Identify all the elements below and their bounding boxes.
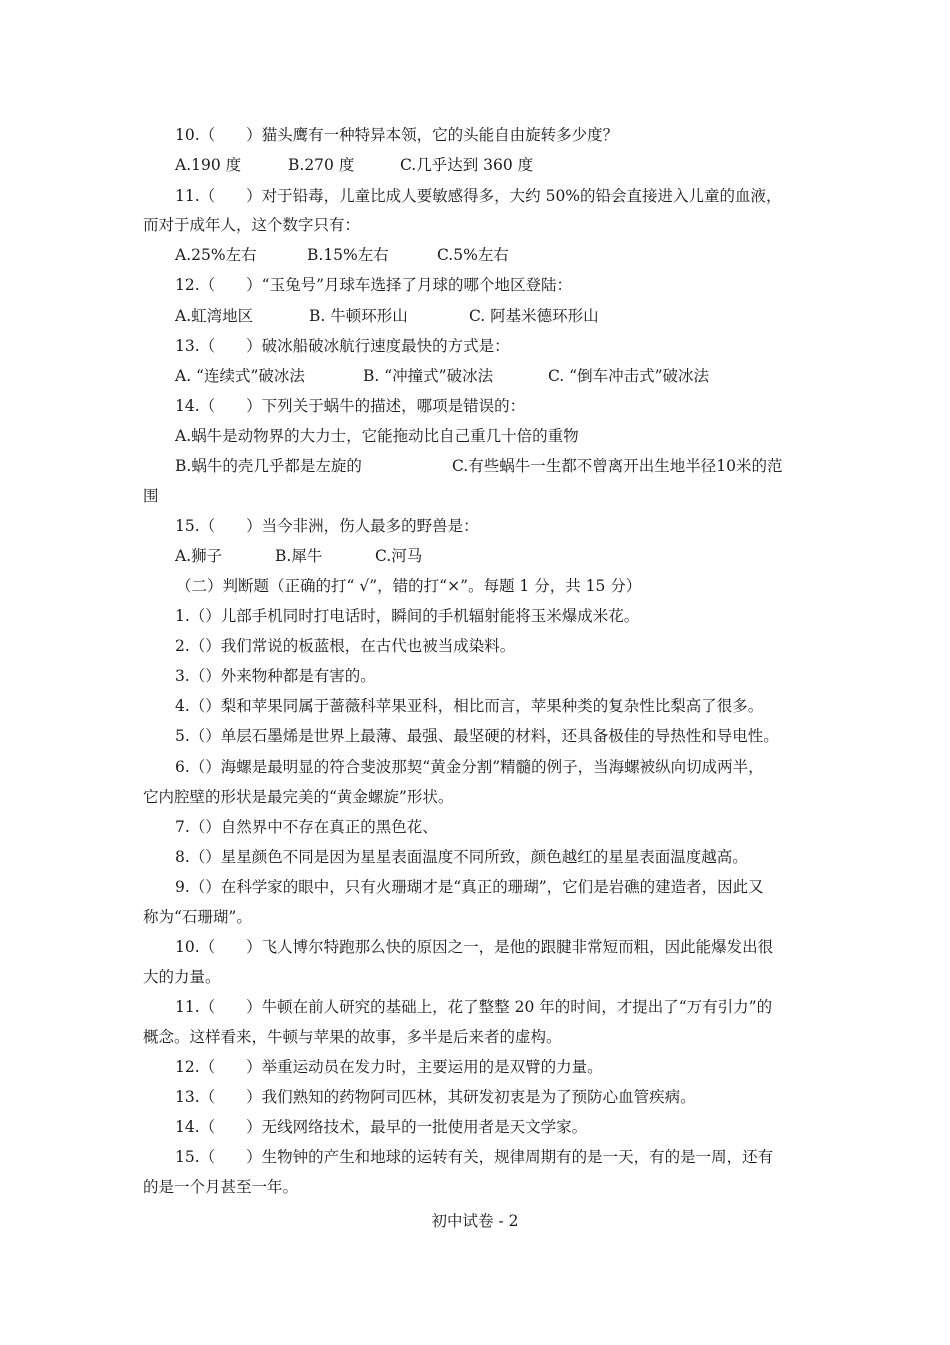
option-c: C.5%左右 — [437, 246, 509, 264]
judge-item-cont: 的是一个月甚至一年。 — [143, 1178, 299, 1196]
judge-item-cont: 它内腔壁的形状是最完美的“黄金螺旋”形状。 — [143, 788, 454, 806]
judge-item-cont: 称为“石珊瑚”。 — [143, 908, 252, 926]
question-13: 13.（ ）破冰船破冰航行速度最快的方式是： — [175, 337, 510, 355]
option-b: B.蜗牛的壳几乎都是左旋的 — [175, 457, 362, 475]
judge-item: 14.（ ）无线网络技术，最早的一批使用者是天文学家。 — [175, 1118, 588, 1136]
option-b: B.犀牛 — [275, 547, 323, 565]
option-c: C. 阿基米德环形山 — [469, 307, 599, 325]
question-14-option-c-cont: 围 — [143, 487, 159, 505]
page-footer: 初中试卷 - 2 — [431, 1212, 519, 1230]
option-b: B. 牛顿环形山 — [309, 307, 408, 325]
question-10: 10.（ ）猫头鹰有一种特异本领，它的头能自由旋转多少度？ — [175, 126, 619, 144]
judge-item: 4.（）梨和苹果同属于蔷薇科苹果亚科，相比而言，苹果种类的复杂性比梨高了很多。 — [175, 697, 764, 715]
option-a: A. “连续式”破冰法 — [175, 367, 305, 385]
judge-item: 9.（）在科学家的眼中，只有火珊瑚才是“真正的珊瑚”，它们是岩礁的建造者，因此又 — [175, 878, 764, 896]
question-15: 15.（ ）当今非洲，伤人最多的野兽是： — [175, 517, 479, 535]
option-a: A.25%左右 — [175, 246, 257, 264]
judge-item-cont: 概念。这样看来，牛顿与苹果的故事，多半是后来者的虚构。 — [143, 1028, 562, 1046]
option-c: C.有些蜗牛一生都不曾离开出生地半径10米的范 — [452, 457, 783, 475]
judge-item: 2.（）我们常说的板蓝根，在古代也被当成染料。 — [175, 637, 516, 655]
question-14: 14.（ ）下列关于蜗牛的描述，哪项是错误的： — [175, 397, 526, 415]
judge-item: 3.（）外来物种都是有害的。 — [175, 667, 376, 685]
option-a: A.虹湾地区 — [175, 307, 254, 325]
question-12: 12.（ ）“玉兔号”月球车选择了月球的哪个地区登陆： — [175, 276, 573, 294]
judge-item: 13.（ ）我们熟知的药物阿司匹林，其研发初衷是为了预防心血管疾病。 — [175, 1088, 696, 1106]
judge-item-cont: 大的力量。 — [143, 968, 221, 986]
judge-item: 5.（）单层石墨烯是世界上最薄、最强、最坚硬的材料，还具备极佳的导热性和导电性。 — [175, 727, 779, 745]
option-a: A.狮子 — [175, 547, 223, 565]
option-a: A.190 度 — [175, 156, 242, 174]
option-c: C.河马 — [375, 547, 423, 565]
question-11-cont: 而对于成年人，这个数字只有： — [143, 216, 361, 234]
section-heading-judgement: （二）判断题（正确的打“ √”，错的打“×”。每题 1 分，共 15 分） — [176, 577, 642, 595]
question-11: 11.（ ）对于铅毒，儿童比成人要敏感得多，大约 50%的铅会直接进入儿童的血液， — [175, 187, 782, 205]
judge-item: 6.（）海螺是最明显的符合斐波那契“黄金分割”精髓的例子，当海螺被纵向切成两半， — [175, 758, 764, 776]
option-b: B.15%左右 — [307, 246, 389, 264]
judge-item: 15.（ ）生物钟的产生和地球的运转有关，规律周期有的是一天，有的是一周，还有 — [175, 1148, 774, 1166]
judge-item: 7.（）自然界中不存在真正的黑色花、 — [175, 818, 438, 836]
judge-item: 12.（ ）举重运动员在发力时，主要运用的是双臂的力量。 — [175, 1058, 603, 1076]
judge-item: 11.（ ）牛顿在前人研究的基础上，花了整整 20 年的时间，才提出了“万有引力”的 — [175, 998, 773, 1016]
judge-item: 10.（ ）飞人博尔特跑那么快的原因之一，是他的跟腱非常短而粗，因此能爆发出很 — [175, 938, 774, 956]
judge-item: 1.（）儿部手机同时打电话时，瞬间的手机辐射能将玉米爆成米花。 — [175, 607, 640, 625]
option-b: B.270 度 — [288, 156, 355, 174]
option-c: C. “倒车冲击式”破冰法 — [548, 367, 710, 385]
option-c: C.几乎达到 360 度 — [400, 156, 534, 174]
question-14-option-a: A.蜗牛是动物界的大力士，它能拖动比自己重几十倍的重物 — [175, 427, 579, 445]
judge-item: 8.（）星星颜色不同是因为星星表面温度不同所致，颜色越红的星星表面温度越高。 — [175, 848, 748, 866]
option-b: B. “冲撞式”破冰法 — [363, 367, 494, 385]
